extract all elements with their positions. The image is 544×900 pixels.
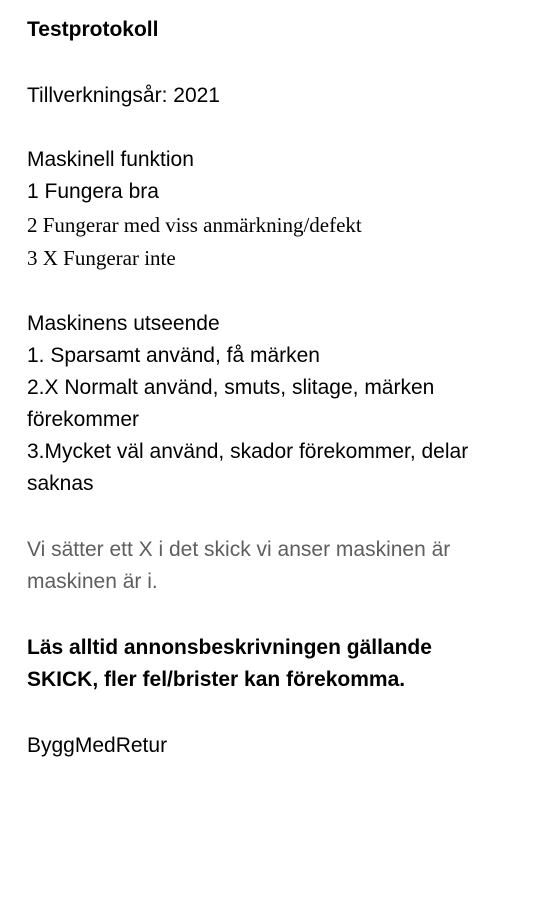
machine-appearance-heading: Maskinens utseende <box>27 312 220 335</box>
machine-function-item: 1 Fungera bra <box>27 180 159 203</box>
machine-function-heading: Maskinell funktion <box>27 148 194 171</box>
machine-appearance-line: förekommer <box>27 408 140 431</box>
document-title: Testprotokoll <box>27 18 159 41</box>
warning-line: Läs alltid annonsbeskrivningen gällande <box>27 636 432 659</box>
manufacture-year: Tillverkningsår: 2021 <box>27 84 220 107</box>
condition-note-line: Vi sätter ett X i det skick vi anser maskinen är <box>27 538 451 561</box>
machine-function-item: 3 X Fungerar inte <box>27 246 176 270</box>
machine-appearance-line: saknas <box>27 472 94 495</box>
machine-function-item: 2 Fungerar med viss anmärkning/defekt <box>27 213 362 237</box>
signature: ByggMedRetur <box>27 734 168 757</box>
machine-appearance-line: 1. Sparsamt använd, få märken <box>27 344 320 367</box>
warning-line: SKICK, fler fel/brister kan förekomma. <box>27 668 406 691</box>
machine-appearance-line: 3.Mycket väl använd, skador förekommer, delar <box>27 440 469 463</box>
condition-note-line: maskinen är i. <box>27 570 158 593</box>
machine-appearance-line: 2.X Normalt använd, smuts, slitage, märken <box>27 376 435 399</box>
